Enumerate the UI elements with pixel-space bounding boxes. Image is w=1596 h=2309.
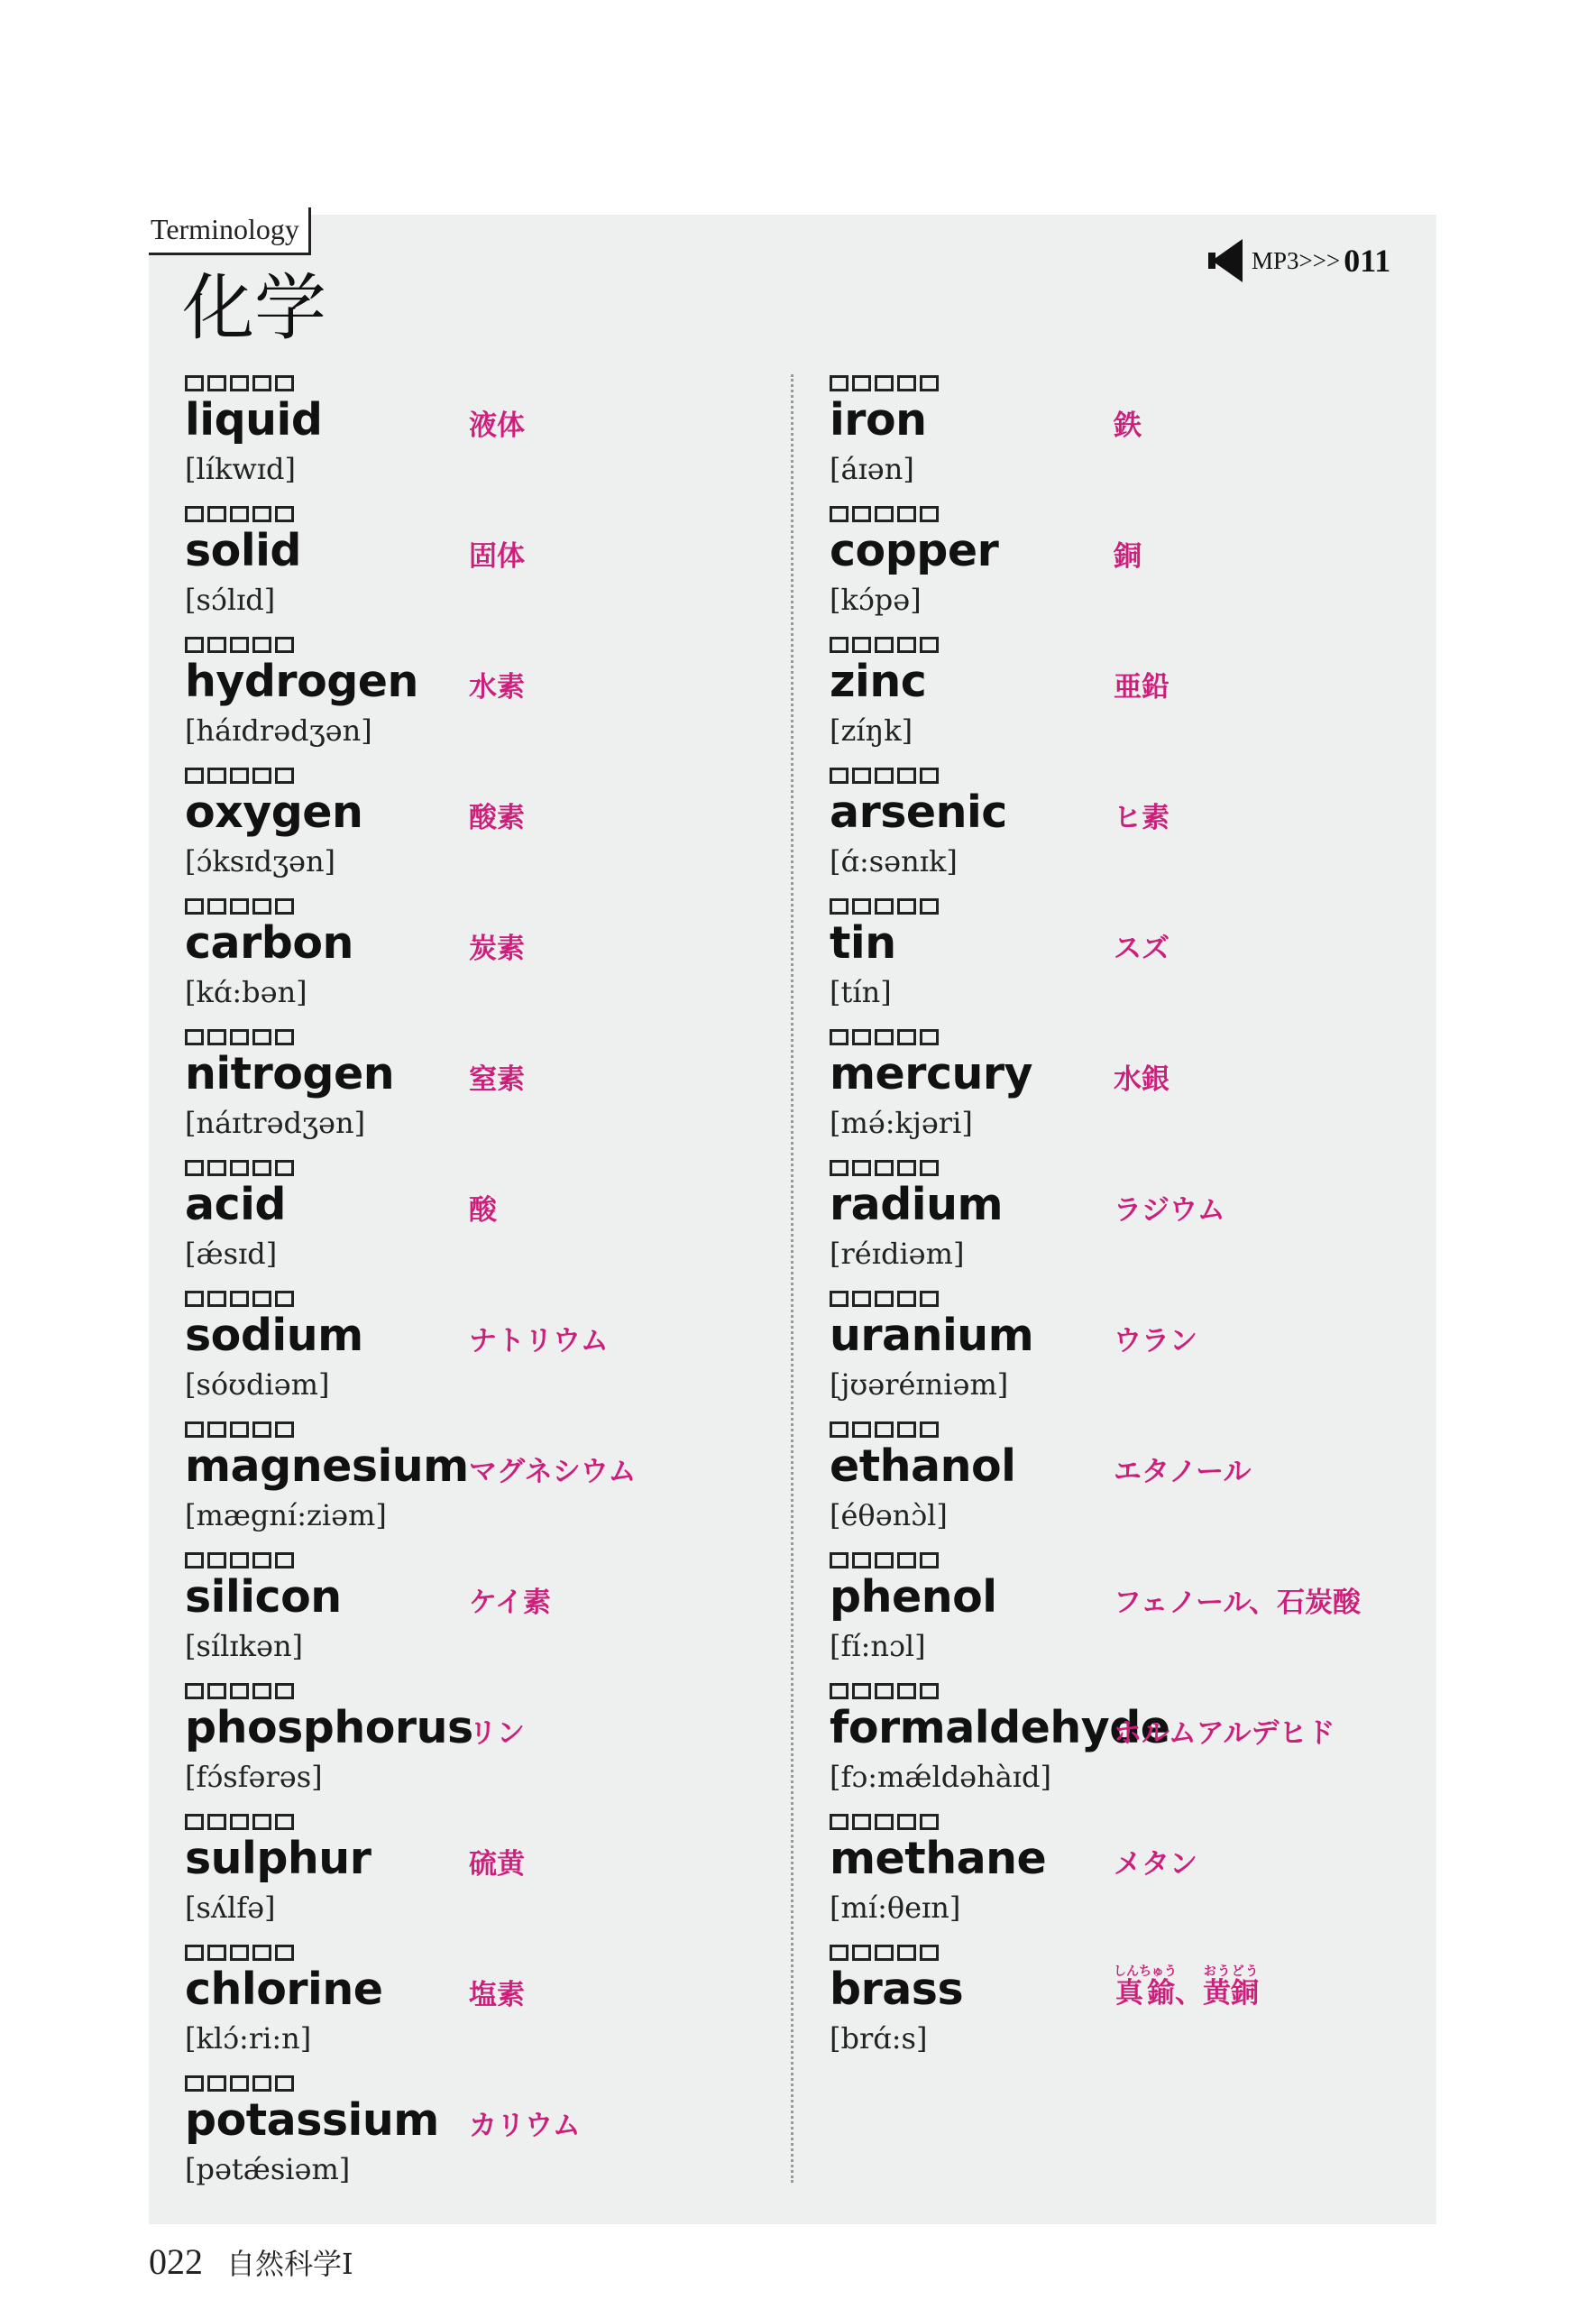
- check-box[interactable]: [230, 768, 249, 784]
- check-box[interactable]: [897, 1291, 916, 1307]
- check-box[interactable]: [920, 1552, 939, 1568]
- japanese-meaning: 水銀: [1114, 1063, 1169, 1096]
- check-box[interactable]: [275, 1945, 294, 1961]
- check-box[interactable]: [185, 898, 204, 915]
- vocab-word: magnesium: [185, 1440, 469, 1492]
- checkbox-row: [830, 375, 939, 391]
- japanese-meaning: ウラン: [1114, 1325, 1197, 1357]
- japanese-meaning: 酸: [469, 1194, 497, 1227]
- check-box[interactable]: [275, 2075, 294, 2092]
- check-box[interactable]: [207, 1029, 226, 1045]
- pronunciation: [fɔ:mǽldəhàɪd]: [830, 1760, 1051, 1794]
- check-box[interactable]: [897, 768, 916, 784]
- check-box[interactable]: [230, 1683, 249, 1699]
- vocab-entry: [185, 893, 771, 1024]
- checkbox-row: [185, 375, 294, 391]
- vocab-entry: [830, 1154, 1416, 1285]
- check-box[interactable]: [252, 1421, 271, 1438]
- check-box[interactable]: [275, 768, 294, 784]
- terminology-tag: Terminology: [149, 207, 311, 255]
- check-box[interactable]: [897, 898, 916, 915]
- check-box[interactable]: [875, 768, 894, 784]
- mp3-track-number: 011: [1344, 243, 1391, 279]
- japanese-meaning: 亜鉛: [1114, 671, 1169, 704]
- check-box[interactable]: [185, 1029, 204, 1045]
- pronunciation: [sílɪkən]: [185, 1629, 304, 1663]
- vocab-entry: [830, 1547, 1416, 1678]
- check-box[interactable]: [275, 1160, 294, 1176]
- vocab-word: carbon: [185, 917, 353, 969]
- check-box[interactable]: [252, 637, 271, 653]
- check-box[interactable]: [897, 506, 916, 522]
- vocab-entry: [185, 1285, 771, 1416]
- check-box[interactable]: [230, 506, 249, 522]
- pronunciation: [kɑ́:bən]: [185, 975, 307, 1009]
- check-box[interactable]: [830, 1552, 848, 1568]
- pronunciation: [zíŋk]: [830, 713, 913, 748]
- vocab-word: copper: [830, 525, 999, 576]
- check-box[interactable]: [230, 1291, 249, 1307]
- check-box[interactable]: [830, 506, 848, 522]
- check-box[interactable]: [897, 1160, 916, 1176]
- checkbox-row: [830, 1029, 939, 1045]
- pronunciation: [ɑ́:sənɪk]: [830, 844, 958, 879]
- check-box[interactable]: [852, 1814, 871, 1830]
- pronunciation: [mə́:kjəri]: [830, 1106, 973, 1140]
- pronunciation: [áɪən]: [830, 452, 914, 486]
- vocab-entry: [830, 893, 1416, 1024]
- pronunciation: [kɔ́pə]: [830, 583, 922, 617]
- checkbox-row: [830, 1291, 939, 1307]
- checkbox-row: [830, 1552, 939, 1568]
- vocab-word: phenol: [830, 1571, 997, 1623]
- checkbox-row: [185, 768, 294, 784]
- vocab-word: acid: [185, 1179, 286, 1230]
- vocab-word: oxygen: [185, 787, 363, 838]
- furigana: しんちゅう: [1114, 1964, 1177, 1979]
- checkbox-row: [185, 637, 294, 653]
- vocab-word: solid: [185, 525, 301, 576]
- japanese-meaning: ヒ素: [1114, 802, 1169, 834]
- check-box[interactable]: [830, 1945, 848, 1961]
- pronunciation: [sʌ́lfə]: [185, 1890, 276, 1925]
- check-box[interactable]: [275, 1552, 294, 1568]
- vocab-word: sodium: [185, 1310, 363, 1361]
- vocab-word: arsenic: [830, 787, 1007, 838]
- check-box[interactable]: [875, 1683, 894, 1699]
- check-box[interactable]: [185, 375, 204, 391]
- checkbox-row: [185, 1029, 294, 1045]
- check-box[interactable]: [230, 1160, 249, 1176]
- vocab-entry: [830, 762, 1416, 893]
- vocab-column-left: [185, 370, 771, 2201]
- vocab-entry: [185, 1808, 771, 1939]
- check-box[interactable]: [897, 1029, 916, 1045]
- check-box[interactable]: [830, 1683, 848, 1699]
- checkbox-row: [185, 506, 294, 522]
- check-box[interactable]: [875, 506, 894, 522]
- check-box[interactable]: [920, 1683, 939, 1699]
- check-box[interactable]: [920, 1291, 939, 1307]
- vocab-entry: [185, 1939, 771, 2070]
- vocab-word: sulphur: [185, 1833, 371, 1884]
- check-box[interactable]: [275, 1421, 294, 1438]
- mp3-label: MP3>>>: [1252, 246, 1341, 274]
- check-box[interactable]: [852, 506, 871, 522]
- vocab-entry: [830, 1939, 1416, 2070]
- check-box[interactable]: [897, 1814, 916, 1830]
- vocab-word: phosphorus: [185, 1702, 473, 1753]
- check-box[interactable]: [920, 768, 939, 784]
- pronunciation: [éθənɔ̀l]: [830, 1498, 948, 1532]
- check-box[interactable]: [230, 898, 249, 915]
- check-box[interactable]: [185, 1291, 204, 1307]
- pronunciation: [náɪtrədʒən]: [185, 1106, 366, 1140]
- check-box[interactable]: [852, 1291, 871, 1307]
- check-box[interactable]: [275, 1291, 294, 1307]
- vocab-entry: [185, 762, 771, 893]
- check-box[interactable]: [252, 2075, 271, 2092]
- check-box[interactable]: [252, 375, 271, 391]
- checkbox-row: [185, 1814, 294, 1830]
- check-box[interactable]: [207, 2075, 226, 2092]
- check-box[interactable]: [230, 2075, 249, 2092]
- vocab-word: nitrogen: [185, 1048, 395, 1099]
- pronunciation: [pətǽsiəm]: [185, 2152, 351, 2186]
- check-box[interactable]: [852, 637, 871, 653]
- check-box[interactable]: [920, 637, 939, 653]
- japanese-meaning: リン: [469, 1717, 525, 1750]
- check-box[interactable]: [852, 1029, 871, 1045]
- check-box[interactable]: [252, 1029, 271, 1045]
- vocab-word: mercury: [830, 1048, 1032, 1099]
- check-box[interactable]: [207, 1683, 226, 1699]
- check-box[interactable]: [207, 1814, 226, 1830]
- check-box[interactable]: [252, 1814, 271, 1830]
- check-box[interactable]: [185, 506, 204, 522]
- japanese-meaning: 窒素: [469, 1063, 525, 1096]
- pronunciation: [klɔ́:ri:n]: [185, 2021, 312, 2056]
- japanese-meaning: ラジウム: [1114, 1194, 1225, 1227]
- vocab-word: chlorine: [185, 1964, 383, 2015]
- checkbox-row: [185, 1683, 294, 1699]
- vocab-entry: [830, 1285, 1416, 1416]
- japanese-meaning: カリウム: [469, 2110, 581, 2142]
- pronunciation: [líkwɪd]: [185, 452, 296, 486]
- check-box[interactable]: [230, 637, 249, 653]
- check-box[interactable]: [252, 898, 271, 915]
- check-box[interactable]: [185, 1421, 204, 1438]
- check-box[interactable]: [252, 1552, 271, 1568]
- pronunciation: [mægní:ziəm]: [185, 1498, 387, 1532]
- page-footer: [149, 2240, 353, 2286]
- vocab-word: potassium: [185, 2094, 439, 2146]
- page-number: 022: [149, 2241, 203, 2282]
- japanese-meaning: メタン: [1114, 1848, 1197, 1881]
- check-box[interactable]: [897, 375, 916, 391]
- pronunciation: [jʊəréɪniəm]: [830, 1367, 1009, 1402]
- checkbox-row: [830, 1160, 939, 1176]
- check-box[interactable]: [230, 1552, 249, 1568]
- japanese-meaning: 鉄: [1114, 409, 1142, 442]
- vocab-entry: [830, 370, 1416, 501]
- check-box[interactable]: [230, 1029, 249, 1045]
- pronunciation: [fí:nɔl]: [830, 1629, 926, 1663]
- check-box[interactable]: [275, 1814, 294, 1830]
- check-box[interactable]: [920, 1421, 939, 1438]
- check-box[interactable]: [830, 1029, 848, 1045]
- vocab-word: ethanol: [830, 1440, 1016, 1492]
- check-box[interactable]: [252, 1160, 271, 1176]
- vocab-entry: [185, 370, 771, 501]
- check-box[interactable]: [920, 375, 939, 391]
- check-box[interactable]: [207, 1291, 226, 1307]
- column-divider: [791, 374, 793, 2183]
- japanese-meaning: [1114, 1964, 1259, 2013]
- check-box[interactable]: [852, 768, 871, 784]
- vocab-entry: [185, 501, 771, 631]
- check-box[interactable]: [275, 898, 294, 915]
- check-box[interactable]: [830, 898, 848, 915]
- japanese-meaning: 炭素: [469, 933, 525, 965]
- vocab-entry: [830, 501, 1416, 631]
- check-box[interactable]: [252, 506, 271, 522]
- check-box[interactable]: [920, 1945, 939, 1961]
- pronunciation: [sóʊdiəm]: [185, 1367, 330, 1402]
- check-box[interactable]: [875, 1421, 894, 1438]
- check-box[interactable]: [207, 1421, 226, 1438]
- checkbox-row: [830, 1945, 939, 1961]
- vocab-word: liquid: [185, 394, 323, 446]
- checkbox-row: [830, 898, 939, 915]
- check-box[interactable]: [230, 1421, 249, 1438]
- check-box[interactable]: [897, 1552, 916, 1568]
- vocab-entry: [185, 1416, 771, 1547]
- vocab-word: iron: [830, 394, 927, 446]
- check-box[interactable]: [875, 1291, 894, 1307]
- vocab-entry: [830, 1024, 1416, 1154]
- check-box[interactable]: [830, 1291, 848, 1307]
- check-box[interactable]: [207, 506, 226, 522]
- check-box[interactable]: [830, 1814, 848, 1830]
- check-box[interactable]: [230, 375, 249, 391]
- check-box[interactable]: [852, 1160, 871, 1176]
- checkbox-row: [830, 1683, 939, 1699]
- vocab-column-right: [830, 370, 1416, 2070]
- vocab-entry: [185, 2070, 771, 2201]
- check-box[interactable]: [830, 768, 848, 784]
- pronunciation: [háɪdrədʒən]: [185, 713, 372, 748]
- japanese-meaning: 固体: [469, 540, 525, 573]
- pronunciation: [fɔ́sfərəs]: [185, 1760, 323, 1794]
- pronunciation: [réɪdiəm]: [830, 1237, 965, 1271]
- speaker-icon[interactable]: [1208, 239, 1243, 282]
- check-box[interactable]: [897, 1945, 916, 1961]
- japanese-meaning: ホルムアルデヒド: [1114, 1717, 1335, 1750]
- check-box[interactable]: [852, 898, 871, 915]
- vocab-entry: [185, 1678, 771, 1808]
- check-box[interactable]: [185, 768, 204, 784]
- pronunciation: [sɔ́lɪd]: [185, 583, 276, 617]
- pronunciation: [tín]: [830, 975, 892, 1009]
- japanese-meaning: エタノール: [1114, 1456, 1252, 1488]
- check-box[interactable]: [852, 375, 871, 391]
- checkbox-row: [830, 637, 939, 653]
- japanese-meaning: 水素: [469, 671, 525, 704]
- check-box[interactable]: [185, 1683, 204, 1699]
- checkbox-row: [830, 768, 939, 784]
- vocab-word: formaldehyde: [830, 1702, 1170, 1753]
- check-box[interactable]: [852, 1945, 871, 1961]
- checkbox-row: [185, 1945, 294, 1961]
- check-box[interactable]: [897, 1421, 916, 1438]
- vocab-entry: [830, 1808, 1416, 1939]
- section-name: 自然科学Ⅰ: [226, 2247, 353, 2281]
- check-box[interactable]: [852, 1552, 871, 1568]
- check-box[interactable]: [830, 1421, 848, 1438]
- check-box[interactable]: [875, 1945, 894, 1961]
- pronunciation: [ǽsɪd]: [185, 1237, 278, 1271]
- check-box[interactable]: [185, 1160, 204, 1176]
- check-box[interactable]: [920, 1029, 939, 1045]
- check-box[interactable]: [875, 637, 894, 653]
- check-box[interactable]: [207, 637, 226, 653]
- checkbox-row: [830, 1421, 939, 1438]
- check-box[interactable]: [185, 2075, 204, 2092]
- check-box[interactable]: [875, 1160, 894, 1176]
- japanese-meaning: 銅: [1114, 540, 1142, 573]
- vocab-word: radium: [830, 1179, 1004, 1230]
- vocab-word: brass: [830, 1964, 964, 2015]
- vocab-word: tin: [830, 917, 896, 969]
- japanese-meaning: スズ: [1114, 933, 1169, 965]
- check-box[interactable]: [275, 1029, 294, 1045]
- japanese-meaning: フェノール、石炭酸: [1114, 1587, 1362, 1619]
- check-box[interactable]: [207, 375, 226, 391]
- japanese-meaning: 塩素: [469, 1979, 525, 2011]
- check-box[interactable]: [897, 637, 916, 653]
- meaning-kanji: 真鍮: [1114, 1977, 1177, 2010]
- check-box[interactable]: [207, 1160, 226, 1176]
- check-box[interactable]: [230, 1945, 249, 1961]
- checkbox-row: [185, 1552, 294, 1568]
- check-box[interactable]: [830, 375, 848, 391]
- vocab-word: hydrogen: [185, 656, 418, 707]
- check-box[interactable]: [920, 506, 939, 522]
- vocab-entry: [185, 1024, 771, 1154]
- pronunciation: [ɔ́ksɪdʒən]: [185, 844, 336, 879]
- checkbox-row: [830, 1814, 939, 1830]
- pronunciation: [mí:θeɪn]: [830, 1890, 961, 1925]
- vocab-word: methane: [830, 1833, 1047, 1884]
- check-box[interactable]: [185, 637, 204, 653]
- checkbox-row: [185, 1421, 294, 1438]
- check-box[interactable]: [207, 1945, 226, 1961]
- checkbox-row: [185, 1160, 294, 1176]
- check-box[interactable]: [252, 1945, 271, 1961]
- japanese-meaning: マグネシウム: [469, 1456, 637, 1488]
- japanese-meaning: 液体: [469, 409, 525, 442]
- check-box[interactable]: [252, 768, 271, 784]
- check-box[interactable]: [875, 1814, 894, 1830]
- check-box[interactable]: [207, 1552, 226, 1568]
- japanese-meaning: ケイ素: [469, 1587, 551, 1619]
- check-box[interactable]: [875, 1552, 894, 1568]
- japanese-meaning: 酸素: [469, 802, 525, 834]
- vocab-entry: [185, 631, 771, 762]
- check-box[interactable]: [185, 1814, 204, 1830]
- check-box[interactable]: [920, 898, 939, 915]
- checkbox-row: [185, 2075, 294, 2092]
- check-box[interactable]: [275, 506, 294, 522]
- check-box[interactable]: [252, 1291, 271, 1307]
- check-box[interactable]: [852, 1683, 871, 1699]
- pronunciation: [brɑ́:s]: [830, 2021, 928, 2056]
- vocab-word: uranium: [830, 1310, 1034, 1361]
- checkbox-row: [185, 1291, 294, 1307]
- check-box[interactable]: [275, 637, 294, 653]
- vocab-entry: [185, 1154, 771, 1285]
- check-box[interactable]: [875, 375, 894, 391]
- checkbox-row: [830, 506, 939, 522]
- vocab-entry: [185, 1547, 771, 1678]
- check-box[interactable]: [230, 1814, 249, 1830]
- check-box[interactable]: [830, 1160, 848, 1176]
- meaning-kanji: 黄銅: [1203, 1977, 1259, 2010]
- vocab-entry: [830, 1416, 1416, 1547]
- check-box[interactable]: [852, 1421, 871, 1438]
- check-box[interactable]: [207, 898, 226, 915]
- furigana: おうどう: [1203, 1964, 1259, 1979]
- check-box[interactable]: [275, 1683, 294, 1699]
- check-box[interactable]: [897, 1683, 916, 1699]
- page-title: 化学: [182, 266, 326, 350]
- check-box[interactable]: [875, 1029, 894, 1045]
- check-box[interactable]: [920, 1160, 939, 1176]
- vocab-word: zinc: [830, 656, 927, 707]
- japanese-meaning: 硫黄: [469, 1848, 525, 1881]
- meaning-separator: 、: [1175, 1977, 1203, 2010]
- checkbox-row: [185, 898, 294, 915]
- japanese-meaning: ナトリウム: [469, 1325, 609, 1357]
- check-box[interactable]: [207, 768, 226, 784]
- check-box[interactable]: [830, 637, 848, 653]
- check-box[interactable]: [275, 375, 294, 391]
- check-box[interactable]: [875, 898, 894, 915]
- vocab-entry: [830, 1678, 1416, 1808]
- vocab-word: silicon: [185, 1571, 342, 1623]
- check-box[interactable]: [185, 1552, 204, 1568]
- vocab-entry: [830, 631, 1416, 762]
- check-box[interactable]: [920, 1814, 939, 1830]
- mp3-track-indicator[interactable]: [1208, 236, 1390, 285]
- check-box[interactable]: [252, 1683, 271, 1699]
- check-box[interactable]: [185, 1945, 204, 1961]
